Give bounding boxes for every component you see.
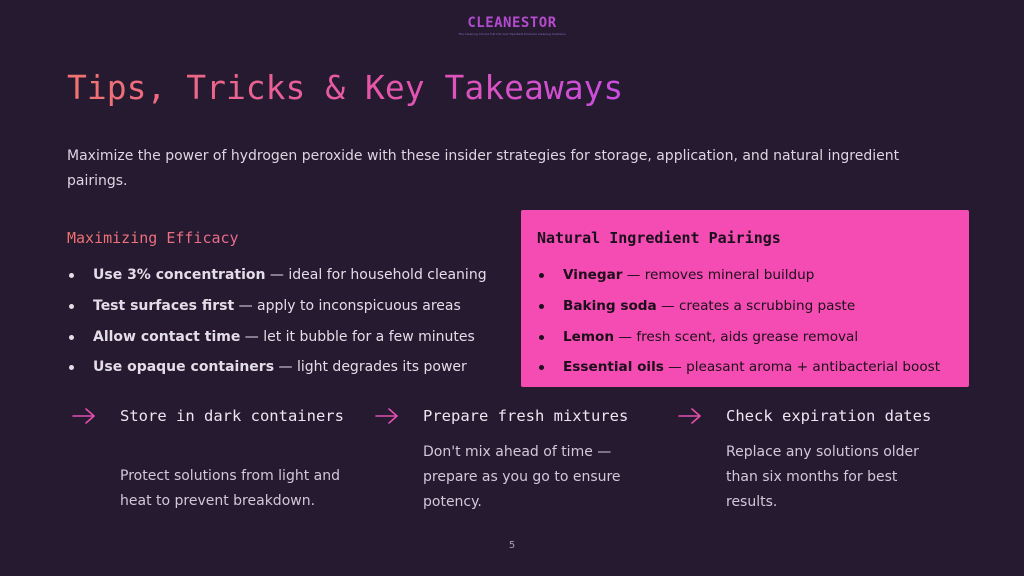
- efficacy-item-detail: — light degrades its power: [274, 359, 467, 376]
- step-description: Protect solutions from light and heat to prevent breakdown.: [120, 468, 340, 509]
- step-title: Check expiration dates: [726, 407, 932, 425]
- pairings-heading: Natural Ingredient Pairings: [537, 229, 781, 247]
- pairing-item-title: Lemon: [563, 328, 615, 345]
- efficacy-item: [67, 327, 507, 347]
- pairing-item: [537, 327, 954, 347]
- efficacy-item-title: Test surfaces first: [93, 297, 235, 314]
- page-title: Tips, Tricks & Key Takeaways: [67, 66, 623, 110]
- pairing-item-title: Essential oils: [563, 359, 664, 376]
- efficacy-item-detail: — apply to inconspicuous areas: [234, 297, 461, 314]
- pairing-item: [537, 265, 954, 285]
- efficacy-heading: Maximizing Efficacy: [67, 226, 507, 250]
- efficacy-item: [67, 265, 507, 285]
- pairing-item: [537, 296, 954, 316]
- brand-tagline: The Cleaning Choice Full Info and Tips Best Products Cleaning Solutions: [458, 32, 566, 36]
- brand-name: CLEANESTOR: [0, 14, 1024, 32]
- efficacy-list: [67, 265, 507, 377]
- step-title: Store in dark containers: [120, 407, 344, 425]
- efficacy-item-detail: — ideal for household cleaning: [265, 267, 487, 283]
- pairing-item-detail: — pleasant aroma + antibacterial boost: [663, 359, 941, 376]
- arrow-right-icon: [72, 408, 96, 424]
- efficacy-section: [67, 226, 507, 388]
- efficacy-item-detail: — let it bubble for a few minutes: [240, 328, 475, 345]
- pairing-item-detail: — creates a scrubbing paste: [656, 297, 856, 314]
- arrow-right-icon: [678, 408, 702, 424]
- pairings-list: [537, 265, 954, 377]
- step-title: Prepare fresh mixtures: [423, 407, 629, 425]
- brand-logo: [0, 14, 1024, 37]
- page-number: 5: [508, 540, 516, 551]
- pairing-item-detail: — removes mineral buildup: [622, 267, 815, 283]
- pairing-item-detail: — fresh scent, aids grease removal: [614, 328, 859, 345]
- efficacy-item: [67, 296, 507, 316]
- pairing-item-title: Baking soda: [563, 297, 657, 314]
- pairings-card: [521, 210, 969, 387]
- step-description: Don't mix ahead of time — prepare as you go to ensure potency.: [423, 444, 621, 510]
- step-description: Replace any solutions older than six months for best results.: [726, 444, 919, 510]
- efficacy-item-title: Use opaque containers: [93, 359, 275, 376]
- efficacy-item: [67, 357, 507, 377]
- intro-text: Maximize the power of hydrogen peroxide with these insider strategies for storage, application, and natural ingredient pairings.: [67, 148, 900, 189]
- pairing-item-title: Vinegar: [563, 267, 623, 283]
- arrow-right-icon: [375, 408, 399, 424]
- efficacy-item-title: Allow contact time: [93, 328, 241, 345]
- pairing-item: [537, 357, 954, 377]
- efficacy-item-title: Use 3% concentration: [93, 267, 266, 283]
